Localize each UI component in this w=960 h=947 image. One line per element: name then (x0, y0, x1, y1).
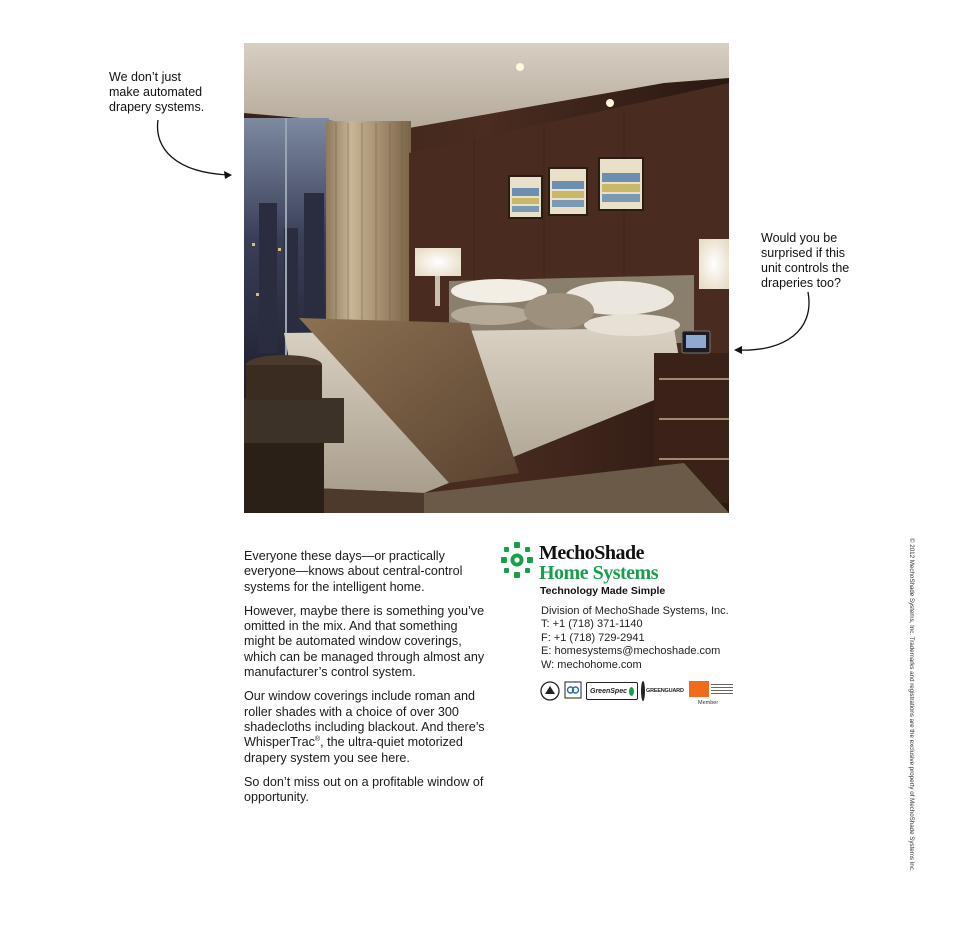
greenguard-label: GREENGUARD (646, 688, 684, 695)
paragraph-3-end: , the ultra-quiet motorized drapery system you see here. (244, 735, 463, 765)
greenguard-icon (641, 681, 645, 701)
greenguard-badge (641, 681, 683, 701)
contact-info (541, 605, 749, 672)
website-text: W: mechohome.com (541, 658, 642, 671)
mechoshade-logo-icon (499, 541, 535, 579)
callout-arrow-left-icon (150, 118, 270, 188)
leaf-icon (629, 687, 634, 696)
registered-mark: ® (314, 736, 321, 744)
phone-text: T: +1 (718) 371-1140 (541, 618, 643, 631)
callout-drapery: We don’t just make automated drapery systems. (109, 70, 205, 114)
body-copy (244, 549, 489, 814)
paragraph-2: However, maybe there is something you’ve omitted in the mix. And that something might be automated window coverings, which can be managed through almost any manufacturer’s control system. (244, 603, 485, 680)
bedroom-photo (244, 43, 729, 513)
association-text-icon (711, 682, 733, 696)
division-text: Division of MechoShade Systems, Inc. (541, 605, 729, 617)
recycle-badge-icon (564, 681, 582, 701)
brand-tagline: Technology Made Simple (540, 585, 666, 597)
paragraph-3 (244, 689, 489, 765)
email-text: E: homesystems@mechoshade.com (541, 645, 721, 658)
greenspec-label: GreenSpec (590, 687, 627, 695)
paragraph-1: Everyone these days—or practically everyone—knows about central-control systems for the intelligent home. (244, 549, 463, 594)
certification-badges (540, 681, 749, 709)
greenspec-badge (586, 682, 638, 700)
member-caption: Member (698, 700, 719, 707)
usgbc-badge-icon (540, 681, 560, 701)
logo (499, 541, 749, 599)
callout-arrow-right-icon (730, 290, 820, 360)
cedia-badge-icon (689, 681, 709, 697)
brand-block (499, 541, 749, 709)
fax-text: F: +1 (718) 729-2941 (541, 631, 645, 644)
brand-name: MechoShade (539, 542, 644, 564)
brand-subtitle: Home Systems (539, 562, 658, 584)
bedroom-illustration (244, 43, 729, 513)
paragraph-4: So don’t miss out on a profitable window of opportunity. (244, 774, 484, 805)
copyright-notice: © 2012 MechoShade Systems, Inc. Trademarks and registrations are the exclusive property of MechoShade Systems Inc. (908, 538, 915, 872)
paragraph-3-start: Our window coverings include roman and roller shades with a choice of over 300 shadecloths including blackout. And there’s WhisperTrac (244, 689, 485, 750)
callout-controller: Would you be surprised if this unit controls the draperies too? (761, 231, 850, 290)
